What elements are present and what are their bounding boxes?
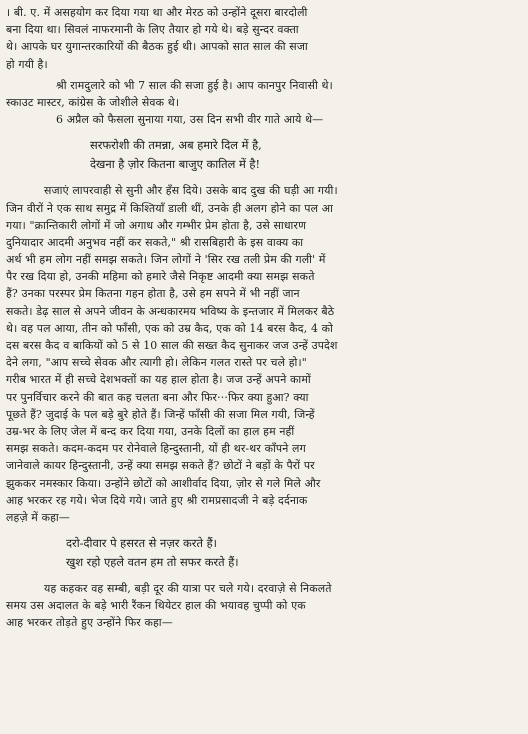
- text-line: उम्र-भर के लिए जेल में बन्द कर दिया गया, उनके दिलों का हाल हम नहीं: [6, 424, 295, 438]
- text-line: आह भरकर रह गये। भेज दिये गये। जाते हुए श्री रामप्रसादजी ने बड़े दर्दनाक: [6, 493, 308, 507]
- verse-block-2: [6, 534, 518, 572]
- text-line: गरीब भारत में ही सच्चे देशभक्तों का यह हाल होता है। जज उन्हें अपने कामों: [6, 373, 311, 387]
- verse-line: सरफरोशी की तमन्ना, अब हमारे दिल में है,: [90, 138, 262, 153]
- text-line: हैं? उनका परस्पर प्रेम कितना गहन होता है, उसे हम सपने में भी नहीं जान: [6, 287, 300, 301]
- text-line: झुककर नमस्कार किया। उन्होंने छोटों को आशीर्वाद दिया, ज़ोर से गले मिले और: [6, 476, 321, 490]
- paragraph-5: [6, 580, 518, 632]
- text-line: लहज़े में कहा—: [6, 510, 70, 524]
- verse-block-1: [6, 136, 518, 174]
- verse-line: खुश रहो एहले वतन हम तो सफर करते हैं।: [66, 555, 239, 570]
- paragraph-2: [6, 77, 518, 111]
- text-line: दुनियादार आदमी अनुभव नहीं कर सकते," श्री रासबिहारी के इस वाक्य का: [6, 235, 304, 249]
- text-line: 6 अप्रैल को फैसला सुनाया गया, उस दिन सभी वीर गाते आये थे—: [56, 113, 324, 127]
- paragraph-3: [6, 111, 518, 128]
- text-line: अर्थ भी हम लोग नहीं समझ सकते। जिन लोगों ने 'सिर रख तली प्रेम की गली' में: [6, 253, 326, 267]
- text-line: स्काउट मास्टर, कांग्रेस के जोशीले सेवक थे।: [6, 95, 180, 109]
- paragraph-4: [6, 182, 518, 526]
- text-line: यह कहकर वह सम्बी, बड़ी दूर की यात्रा पर चले गये। दरवाज़े से निकलते: [44, 582, 332, 596]
- text-line: सकते। डेढ़ साल से अपने जीवन के अन्धकारमय भविष्य के इन्तजार में मिलकर बैठे: [6, 304, 335, 318]
- text-line: समय उस अदालत के बड़े भारी रैंकन थियेटर हाल की भयावह चुप्पी को एक: [6, 599, 306, 613]
- text-line: गया। "क्रान्तिकारी लोगों में जो अगाध और गम्भीर प्रेम होता है, उसे साधारण: [6, 218, 307, 232]
- text-line: जिन वीरों ने एक साथ समुद्र में किश्तियाँ डाली थीं, उनके ही अलग होने का पल आ: [6, 201, 334, 215]
- text-line: बना दिया था। सिवलं नाफरमानी के लिए तैयार हो गये थे। बड़े सुन्दर वक्ता: [6, 23, 299, 37]
- text-line: सजाएं लापरवाही से सुनी और हँस दिये। उसके बाद दुख की घड़ी आ गयी।: [44, 184, 338, 198]
- text-line: पर पुनर्विचार करने की बात कह चलता बना और फिर···फिर क्या हुआ? क्या: [6, 390, 309, 404]
- verse-line: देखना है ज़ोर कितना बाजुए कातिल में है!: [90, 157, 261, 172]
- text-line: दस बरस कैद व बाकियों को 5 से 10 साल की सख्त कैद सुनाकर जज उन्हें उपदेश: [6, 339, 338, 352]
- paragraph-1: [6, 4, 518, 73]
- verse-line: दरो-दीवार पे हसरत से नज़र करते हैं।: [66, 536, 217, 551]
- text-line: हो गयी है।: [6, 57, 48, 71]
- text-line: आह भरकर तोड़ते हुए उन्होंने फिर कहा—: [6, 616, 173, 630]
- text-line: जानेवाले कायर हिन्दुस्तानी, उन्हें क्या समझ सकते हैं? छोटों ने बड़ों के पैरों पर: [6, 459, 315, 473]
- text-line: पैर रख दिया हो, उनकी महिमा को हमारे जैसे निकृष्ट आदमी क्या समझ सकते: [6, 270, 315, 284]
- text-line: । बी. ए. में असहयोग कर दिया गया था और मेरठ को उन्होंने दूसरा बारदोली: [6, 6, 308, 19]
- text-line: पूछते हैं? जुदाई के पल बड़े बुरे होते हैं। जिन्हें फाँसी की सजा मिल गयी, जिन्हें: [6, 407, 315, 421]
- text-line: थे। वह पल आया, तीन को फाँसी, एक को उम्र कैद, एक को 14 बरस कैद, 4 को: [6, 321, 333, 335]
- text-line: देने लगा, "आप सच्चे सेवक और त्यागी हो। लेकिन गलत रास्ते पर चले हो।": [6, 356, 307, 370]
- text-line: समझ सकते। कदम-कदम पर रोनेवाले हिन्दुस्तानी, यों ही थर-थर काँपने लग: [6, 442, 306, 456]
- text-line: थे। आपके घर युगान्तरकारियों की बैठक हुई थी। आपको सात साल की सजा: [6, 40, 308, 54]
- text-line: श्री रामदुलारे को भी 7 साल की सजा हुई है। आप कानपुर निवासी थे।: [56, 78, 333, 92]
